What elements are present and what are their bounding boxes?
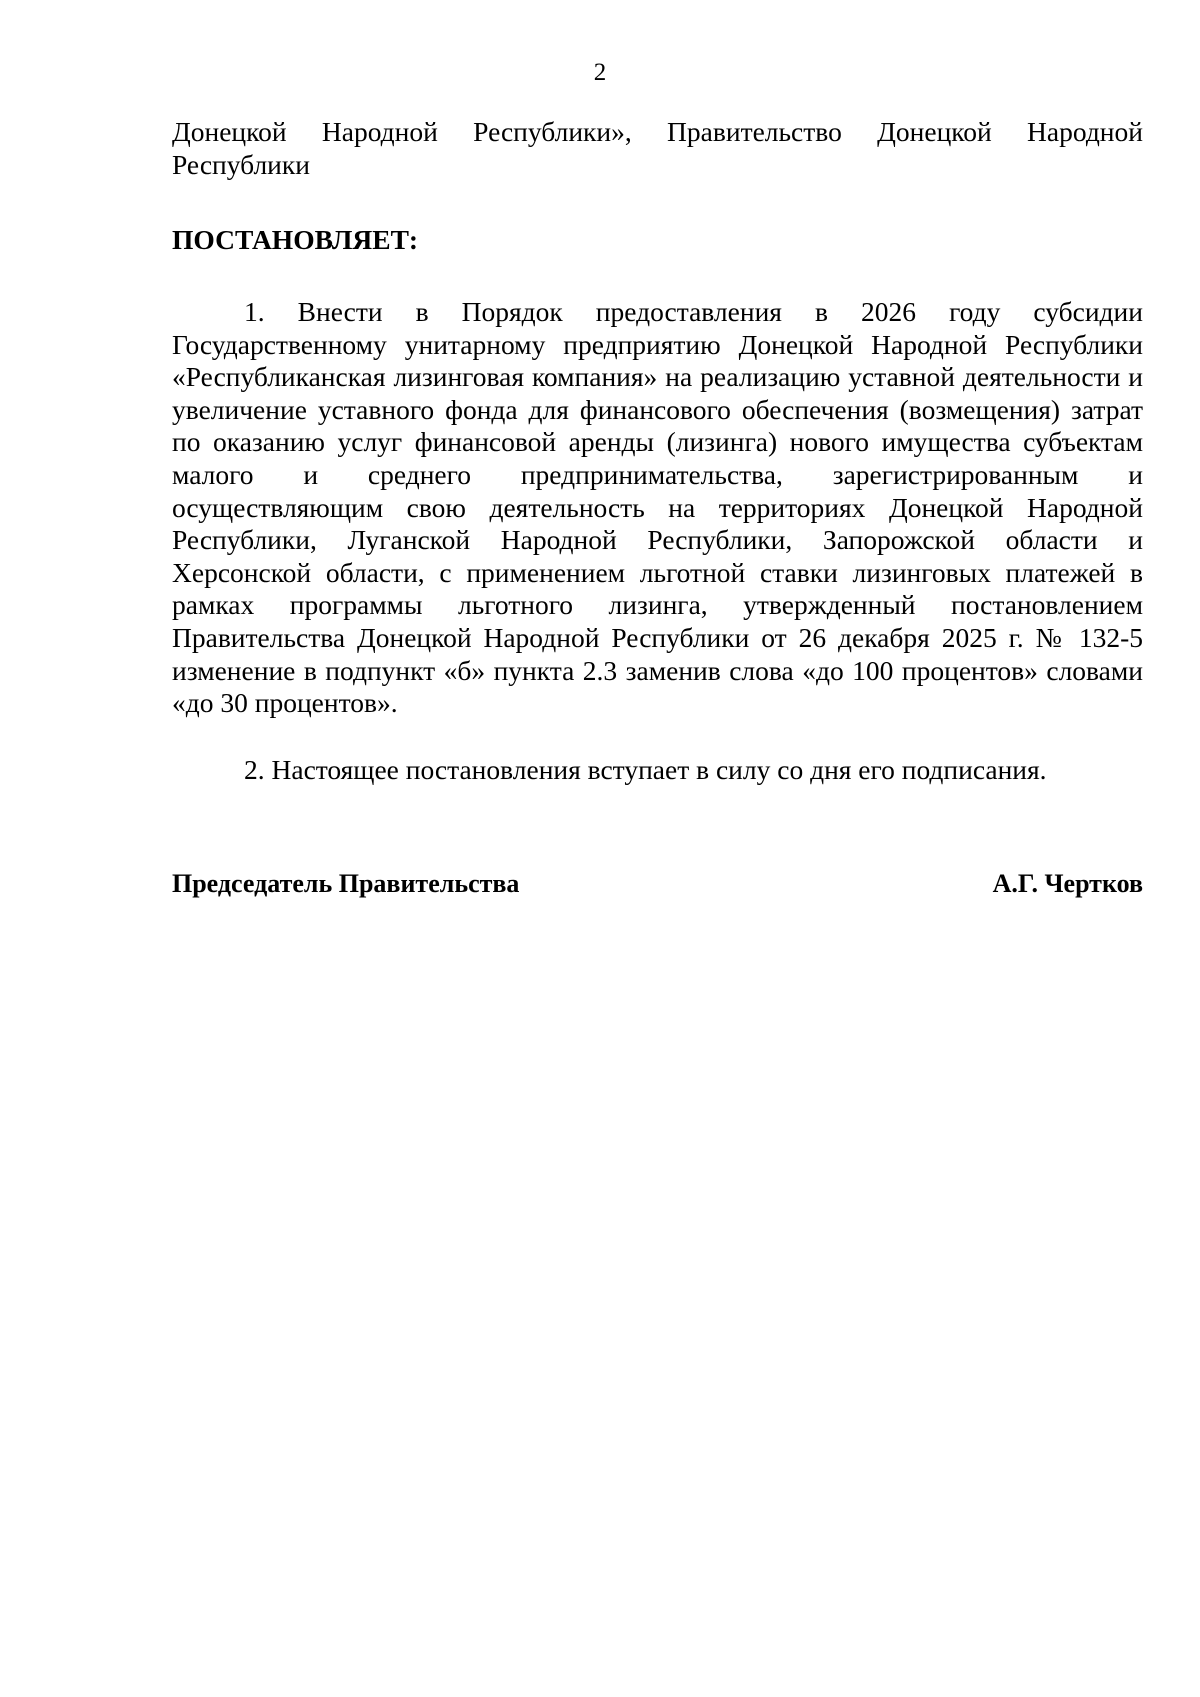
intro-paragraph: Донецкой Народной Республики», Правительство Донецкой Народной Республики <box>172 116 1143 180</box>
signature-block <box>172 868 1143 900</box>
signatory-name: А.Г. Чертков <box>992 869 1143 898</box>
page-number: 2 <box>593 59 607 86</box>
decree-item-1: 1. Внести в Порядок предоставления в 2026 году субсидии Государственному унитарному предприятию Донецкой Народной Республики «Республиканская лизинговая компания» на реализацию уставной деятельности и увеличение уставного фонда для финансового обеспечения (возмещения) затрат по оказанию услуг финансовой аренды (лизинга) нового имущества субъектам малого и среднего предпринимательства, зарегистрированным и осуществляющим свою деятельность на территориях Донецкой Народной Республики, Луганской Народной Республики, Запорожской области и Херсонской области, с применением льготной ставки лизинговых платежей в рамках программы льготного лизинга, утвержденный постановлением Правительства Донецкой Народной Республики от 26 декабря 2025 г. № 132-5 изменение в подпункт «б» пункта 2.3 заменив слова «до 100 процентов» словами «до 30 процентов». <box>172 296 1143 719</box>
decree-item-2: 2. Настоящее постановления вступает в силу со дня его подписания. <box>244 754 1047 785</box>
decree-heading: ПОСТАНОВЛЯЕТ: <box>172 224 419 255</box>
signatory-title: Председатель Правительства <box>172 869 520 898</box>
